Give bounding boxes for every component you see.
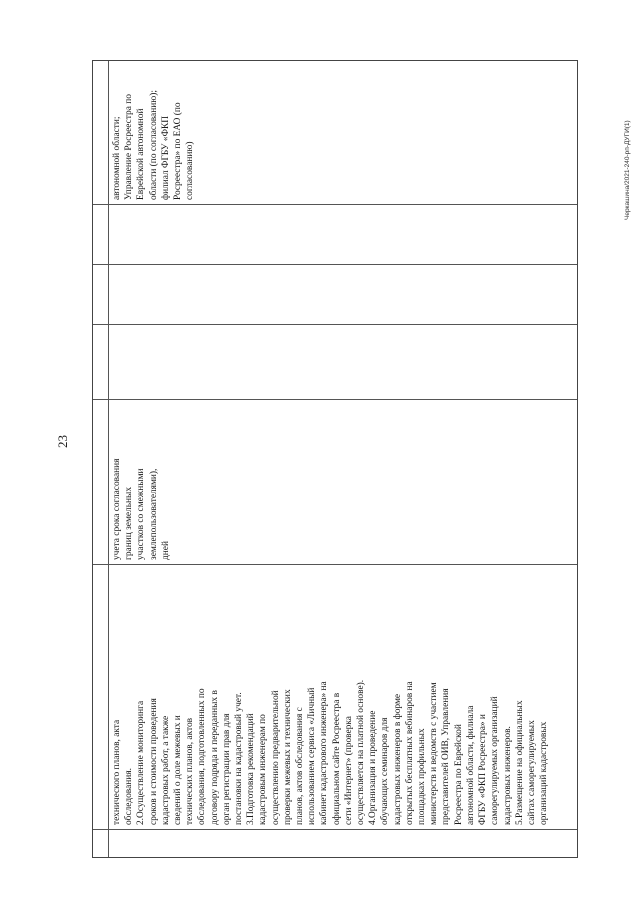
measures-line: обследования. (124, 768, 135, 825)
measures-line: использованием сервиса «Личный (307, 687, 318, 825)
measures-line: кадастровых работ, а также (160, 715, 171, 825)
indicator-line: участков со смежными (136, 468, 147, 560)
responsible-line: согласованию) (185, 141, 196, 200)
indicator-line: учета срока согласования (112, 458, 122, 560)
responsible-line: Управление Росреестра по (124, 94, 135, 200)
measures-table (92, 60, 578, 858)
measures-line: планов, актов обследования с (295, 707, 306, 825)
measures-line: официальном сайте Росреестра в (331, 692, 342, 825)
indicator-line: землепользователями), (148, 468, 159, 560)
measures-line: автономной области, филиала (465, 705, 476, 825)
column-baseline (93, 324, 577, 399)
indicator-text (109, 455, 174, 564)
measures-line: сайтах саморегулируемых (526, 720, 537, 825)
page-number: 23 (55, 435, 70, 448)
measures-line: обследования, подготовленных по (197, 688, 208, 825)
measures-line: открытых бесплатных вебинаров на (404, 681, 415, 825)
measures-line: 4.Организация и проведение (368, 710, 379, 825)
measures-line: ФГБУ «ФКП Росреестра» и (478, 714, 489, 825)
column-responsible (93, 61, 577, 204)
measures-line: орган регистрации прав для (221, 713, 232, 825)
measures-line: сети «Интернет» (проверка (343, 716, 354, 825)
responsible-text (109, 86, 198, 204)
indicator-line: дней (160, 541, 171, 560)
measures-line: саморегулируемых организаций (490, 696, 501, 825)
measures-line: кадастровых инженеров. (502, 726, 513, 825)
responsible-line: Росреестра» по ЕАО (по (173, 102, 184, 200)
responsible-line: автономной области; (112, 116, 122, 200)
measures-line: постановки на кадастровый учет. (234, 692, 245, 825)
measures-line: технического планов, акта (112, 719, 122, 825)
measures-line: 5.Размещение на официальных (514, 700, 525, 825)
measures-line: кадастровым инженерам по (258, 714, 269, 825)
measures-line: обучающих семинаров для (380, 717, 391, 825)
measures-line: 3.Подготовка рекомендаций (246, 713, 257, 825)
measures-line: площадках профильных (417, 728, 428, 825)
measures-line: проверки межевых и технических (282, 689, 293, 825)
measures-line: кабинет кадастрового инженера» на (319, 681, 330, 825)
column-target (93, 264, 577, 324)
indicator-line: границ земельных (124, 486, 135, 560)
measures-line: Росреестра по Еврейской (453, 724, 464, 825)
measures-line: осуществлению предварительной (270, 690, 281, 825)
measures-line: сведений о доле межевых и (173, 715, 184, 825)
footer-document-code: Черкашина/2021-240-рп-ДУГИ(1) (624, 120, 631, 220)
responsible-line: филиал ФГБУ «ФКП (160, 115, 171, 200)
responsible-line: области (по согласованию); (148, 90, 159, 200)
measures-line: организаций кадастровых (539, 721, 550, 825)
column-deadline (93, 204, 577, 264)
measures-line: технических планов, актов (185, 717, 196, 825)
measures-line: сроков и стоимости проведения (148, 698, 159, 825)
measures-line: осуществляется на платной основе). (356, 679, 367, 825)
measures-line: кадастровых инженеров в форме (392, 693, 403, 825)
column-number (93, 829, 577, 857)
measures-line: договору подряда и переданных в (209, 690, 220, 825)
measures-text (109, 676, 552, 829)
measures-line: 2.Осуществление мониторинга (136, 700, 147, 825)
responsible-line: Еврейской автономной (136, 108, 147, 200)
measures-line: министерств и ведомств с участием (429, 682, 440, 825)
column-measures (93, 564, 577, 829)
column-indicator (93, 399, 577, 564)
measures-line: представителей ОИВ, Управления (441, 688, 452, 825)
